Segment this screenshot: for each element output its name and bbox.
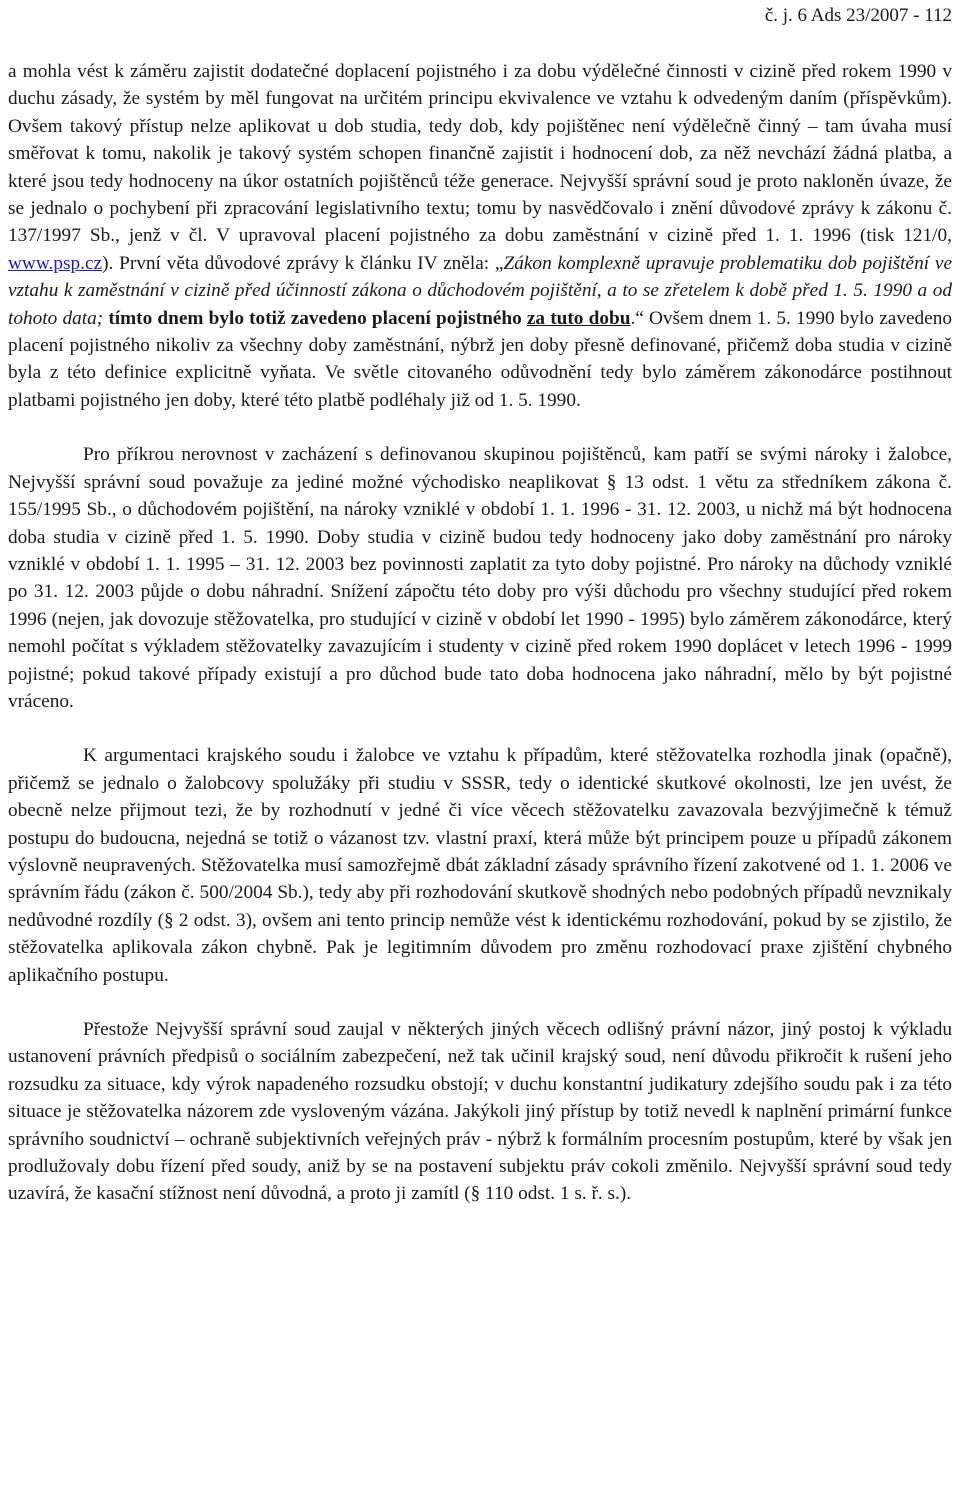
paragraph-gap (8, 989, 952, 1016)
paragraph-2: Pro příkrou nerovnost v zacházení s definovanou skupinou pojištěnců, kam patří se svými nároky i žalobce, Nejvyšší správní soud považuje za jediné možné východisko neaplikovat § 13 odst. 1 větu za středníkem zákona č. 155/1995 Sb., o důchodovém pojištění, na nároky vzniklé v období 1. 1. 1996 - 31. 12. 2003, u nichž má být hodnocena doba studia v cizině před 1. 5. 1990. Doby studia v cizině budou tedy hodnoceny jako doby zaměstnání pro nároky vzniklé v období 1. 1. 1995 – 31. 12. 2003 bez povinnosti zaplatit za tyto doby pojistné. Pro nároky na důchody vzniklé po 31. 12. 2003 půjde o dobu náhradní. Snížení zápočtu této doby pro výši důchodu pro všechny studující před rokem 1996 (nejen, jak dovozuje stěžovatelka, pro studující v cizině v období let 1990 - 1995) bylo záměrem zákonodárce, který nemohl počítat s výkladem stěžovatelky zavazujícím i studenty v cizině před rokem 1990 doplácet v letech 1996 - 1999 pojistné; pokud takové případy existují a pro důchod bude tato doba hodnocena jako náhradní, mělo by být pojistné vráceno. (8, 444, 952, 712)
paragraph-3: K argumentaci krajského soudu i žalobce ve vztahu k případům, které stěžovatelka rozhodla jinak (opačně), přičemž se jednalo o žalobcovy spolužáky při studiu v SSSR, tedy o identické skutkové okolnosti, lze jen uvést, že obecně nelze přijmout tezi, že by rozhodnutí v jedné či více věcech stěžovatelku zavazovala bezvýjimečně k témuž postupu do budoucna, nejedná se totiž o vázanost tzv. vlastní praxí, která může být principem pouze u případů zákonem výslovně neupravených. Stěžovatelka musí samozřejmě dbát základní zásady správního řízení zakotvené od 1. 1. 2006 ve správním řádu (zákon č. 500/2004 Sb.), tedy aby při rozhodování skutkově shodných nebo podobných případů nevznikaly nedůvodné rozdíly (§ 2 odst. 3), ovšem ani tento princip nemůže vést k identickému rozhodování, pokud by se zjistilo, že stěžovatelka aplikovala zákon chybně. Pak je legitimním důvodem pro změnu rozhodovací praxe zjištění chybného aplikačního postupu. (8, 745, 952, 986)
quoted-italic-text: Zákon komplexně upravuje problematiku dob pojištění ve vztahu k zaměstnání v cizině před účinností zákona o důchodovém pojištění, a to se zřetelem k době před 1. 5. 1990 a od tohoto data; (8, 252, 953, 329)
paragraph-1 (8, 58, 952, 414)
paragraph-gap (8, 715, 952, 742)
paragraph-gap (8, 414, 952, 441)
paragraph-1-text-a: a mohla vést k záměru zajistit dodatečné doplacení pojistného i za dobu výdělečné činnosti v cizině před rokem 1990 v duchu zásady, že systém by měl fungovat na určitém principu ekvivalence ve vztahu k odvedeným daním (příspěvkům). Ovšem takový přístup nelze aplikovat u dob studia, tedy dob, kdy pojištěnec není výdělečně činný – tam úvaha musí směřovat k tomu, nakolik je takový systém schopen finančně zajistit i hodnocení dob, za něž nevchází žádná platba, a které jsou tedy hodnoceny na úkor ostatních pojištěnců téže generace. Nejvyšší správní soud je proto nakloněn úvaze, že se jednalo o pochybení při zpracování legislativního textu; tomu by nasvědčovalo i znění důvodové zprávy k zákonu č. 137/1997 Sb., jenž v čl. V upravoval placení pojistného za dobu zaměstnání v cizině před 1. 1. 1996 (tisk 121/0, (8, 61, 952, 247)
document-page (8, 0, 952, 1208)
quoted-bold-underlined-text: za tuto dobu (526, 307, 631, 329)
paragraph-1-text-b: ). První věta důvodové zprávy k článku IV zněla: „ (102, 252, 504, 274)
case-number-header: č. j. 6 Ads 23/2007 - 112 (764, 5, 952, 26)
paragraph-4: Přestože Nejvyšší správní soud zaujal v některých jiných věcech odlišný právní názor, jiný postoj k výkladu ustanovení právních předpisů o sociálním zabezpečení, než tak učinil krajský soud, není důvodu přikročit k rušení jeho rozsudku za situace, kdy výrok napadeného rozsudku obstojí; v duchu konstantní judikatury zdejšího soudu pak i za této situace je stěžovatelka názorem zde vysloveným vázána. Jakýkoli jiný přístup by totiž nevedl k naplnění primární funkce správního soudnictví – ochraně subjektivních veřejných práv - nýbrž k formálním procesním postupům, které by však jen prodlužovaly dobu řízení před soudy, aniž by se na postavení subjektu práv cokoli změnilo. Nejvyšší správní soud tedy uzavírá, že kasační stížnost není důvodná, a proto ji zamítl (§ 110 odst. 1 s. ř. s.). (8, 1019, 952, 1205)
paragraph-1-text-c: .“ Ovšem dnem 1. 5. 1990 bylo zavedeno placení pojistného nikoliv za všechny doby zaměstnání, nýbrž jen doby přesně definované, přičemž doba studia v cizině byla z této definice explicitně vyňata. Ve světle citovaného odůvodnění tedy bylo záměrem zákonodárce postihnout platbami pojistného jen doby, které této platbě podléhaly již od 1. 5. 1990. (8, 307, 953, 411)
quoted-bold-text: tímto dnem bylo totiž zavedeno placení pojistného (108, 307, 527, 329)
psp-link[interactable]: www.psp.cz (8, 252, 103, 274)
